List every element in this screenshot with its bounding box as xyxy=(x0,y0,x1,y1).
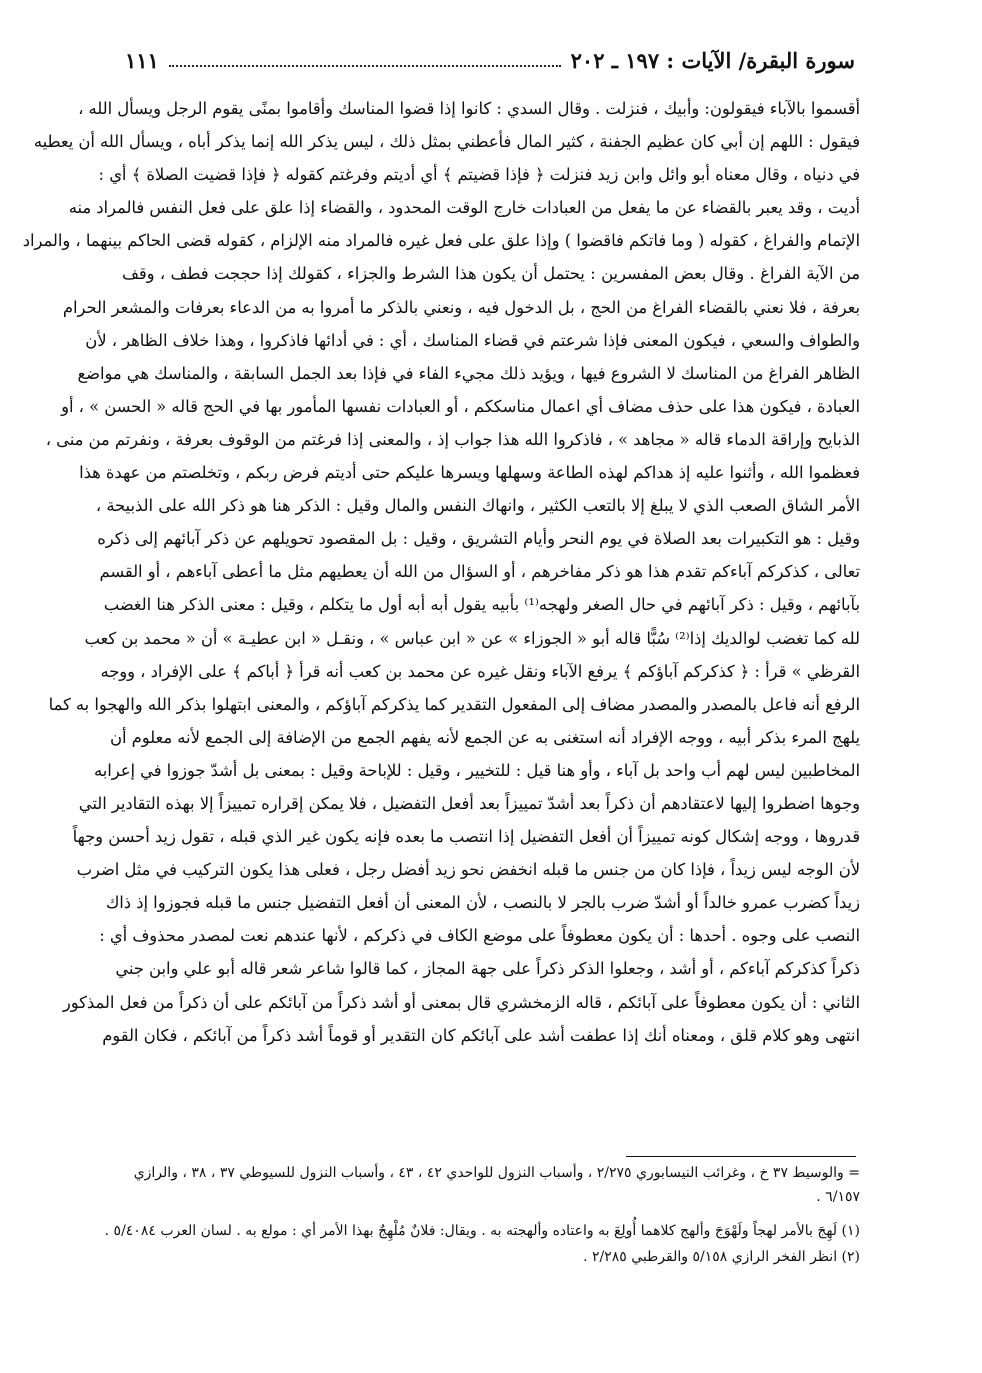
main-text xyxy=(22,92,860,1052)
text-line: الظاهر الفراغ من المناسك لا الشروع فيها ، ويؤيد ذلك مجيء الفاء في فإذا بعد الجمل السابقة ، والمناسك هي مواضع xyxy=(77,363,860,383)
dotted-leader xyxy=(169,53,561,67)
text-line: لله كما تغضب لوالديك إذا⁽²⁾ سُبًّا قاله أبو « الجوزاء » عن « ابن عباس » ، ونقـل « ابن عطيـة » أن « محمد بن كعب xyxy=(84,628,860,648)
text-line: تعالى ، كذكركم آباءكم تقدم هذا هو ذكر مفاخرهم ، أو السؤال من الله أن يعطيهم مثل ما أعطى آباءهم ، أو القسم xyxy=(99,562,860,582)
text-line: الذبايح وإراقة الدماء قاله « مجاهد » ، فاذكروا الله هذا جواب إذ ، والمعنى إذا فرغتم من الوقوف بعرفة ، ونفرتم من منى ، xyxy=(45,429,860,449)
surah-title: سورة البقرة/ الآيات : ١٩٧ ـ ٢٠٢ xyxy=(570,47,855,73)
text-line: وقيل : هو التكبيرات بعد الصلاة في يوم النحر وأيام التشريق ، وقيل : بل المقصود تحويلهم عن ذكر آبائهم إلى ذكره xyxy=(97,529,860,549)
footnote-separator xyxy=(626,1156,856,1157)
text-line: أديت ، وقد يعبر بالقضاء عن ما يفعل من العبادات خارج الوقت المحدود ، والقضاء إذا علق على فعل النفس فالمراد منه xyxy=(68,198,860,218)
text-line: الإتمام والفراغ ، كقوله ( وما فاتكم فاقضوا ) وإذا علق على فعل غيره فالمراد منه الإلزام ، كقوله قضى الحاكم بينهما ، والمراد xyxy=(22,231,860,251)
footnote-2: (٢) انظر الفخر الرازي ٥/١٥٨ والقرطبي ٢/٢٨٥ . xyxy=(583,1249,860,1265)
footnotes xyxy=(104,1160,860,1270)
page-number: ١١١ xyxy=(125,47,159,73)
text-line: من الآية الفراغ . وقال بعض المفسرين : يحتمل أن يكون هذا الشرط والجزاء ، كقولك إذا حججت فطف ، وقف xyxy=(122,264,860,284)
footnote-continuation: = والوسيط ٣٧ خ ، وغرائب النيسابوري ٢/٢٧٥ ، وأسباب النزول للواحدي ٤٢ ، ٤٣ ، وأسباب النزول للسيوطي ٣٧ ، ٣٨ ، والرازي xyxy=(133,1165,860,1181)
footnote-1: (١) لَهِجَ بالأمر لهجاً ولَهْوَجَ وألهج كلاهما أُولِعَ به واعتاده وألهجته به . ويقال: فلانٌ مُلْهِجٌ بهذا الأمر أي : مولع به . لسان العرب ٥/٤٠٨٤ . xyxy=(104,1223,860,1239)
text-line: وجوها اضطروا إليها لاعتقادهم أن ذكراً بعد أشدّ تمييزاً بعد أفعل التفضيل ، فلا يمكن إقراره تمييزاً إلا بهذه التقادير التي xyxy=(78,793,860,813)
text-line: والطواف والسعي ، فيكون المعنى فإذا شرعتم في قضاء المناسك ، أي : في أدائها فاذكروا ، وهذا خلاف الظاهر ، لأن xyxy=(85,330,860,350)
text-line: بآبائهم ، وقيل : ذكر آبائهم في حال الصغر ولهجه⁽¹⁾ بأبيه يقول أبه أبه أول ما يتكلم ، وقيل : معنى الذكر هنا الغضب xyxy=(103,595,860,615)
text-line: الأمر الشاق الصعب الذي لا يبلغ إلا بالتعب الكثير ، وانهاك النفس والمال وقيل : الذكر هنا هو ذكر الله على الذبيحة ، xyxy=(95,496,860,516)
text-line: المخاطبين ليس لهم أب واحد بل آباء ، وأو هنا قيل : للتخيير ، وقيل : للإباحة وقيل : بمعنى بل أشدّ جوزوا في إعرابه xyxy=(93,760,860,780)
text-line: النصب على وجوه . أحدها : أن يكون معطوفاً على موضع الكاف في ذكركم ، لأنها عندهم نعت لمصدر محذوف أي : xyxy=(99,926,860,946)
text-line: لأن الوجه ليس زيداً ، فإذا كان من جنس ما قبله انخفض نحو زيد أفضل رجل ، فعلى هذا يكون التركيب في مثل اضرب xyxy=(76,860,860,880)
text-line: قدروها ، ووجه إشكال كونه تمييزاً أن أفعل التفضيل إذا انتصب ما بعده فإنه يكون غير الذي قبله ، تقول زيد أحسن وجهاً xyxy=(72,827,860,847)
running-header xyxy=(125,44,855,76)
footnote-continuation-end: ٦/١٥٧ . xyxy=(816,1189,860,1205)
text-line: ذكراً كذكركم آباءكم ، أو أشد ، وجعلوا الذكر ذكراً على جهة المجاز ، كما قالوا شاعر شعر قاله أبو علي وابن جني xyxy=(115,959,860,979)
text-line: الرفع أنه فاعل بالمصدر والمصدر مضاف إلى المفعول التقدير كما يذكركم آباؤكم ، والمعنى ابتهلوا بذكر الله والهجوا به كما xyxy=(48,694,860,714)
text-line: فعظموا الله ، وأثنوا عليه إذ هداكم لهذه الطاعة وسهلها ويسرها عليكم حتى أديتم فرض ربكم ، وتخلصتم من عهدة هذا xyxy=(79,463,860,483)
text-line: أقسموا بالآباء فيقولون: وأبيك ، فنزلت . وقال السدي : كانوا إذا قضوا المناسك وأقاموا بمنًى يقوم الرجل ويسأل الله ، xyxy=(78,99,860,118)
text-line: القرظي » قرأ : ﴿ كذكركم آباؤكم ﴾ يرفع الآباء ونقل غيره عن محمد بن كعب أنه قرأ ﴿ أباكم ﴾ على الإفراد ، ووجه xyxy=(100,661,860,681)
text-line: الثاني : أن يكون معطوفاً على آبائكم ، قاله الزمخشري قال بمعنى أو أشد ذكراً من آبائكم على أن ذكراً من فعل المذكور xyxy=(62,992,860,1012)
text-line: بعرفة ، فلا نعني بالقضاء الفراغ من الحج ، بل الدخول فيه ، ونعني بالذكر ما أمروا به من الدعاء بعرفات والمشعر الحرام xyxy=(62,297,860,317)
text-line: انتهى وهو كلام قلق ، ومعناه أنك إذا عطفت أشد على آبائكم كان التقدير أو قوماً أشد ذكراً من آبائكم ، فكان القوم xyxy=(102,1025,860,1045)
text-line: زيداً كضرب عمرو خالداً أو أشدّ ضرب بالجر لا بالنصب ، لأن المعنى أن أفعل التفضيل جنس ما قبله فجوزوا إذ ذاك xyxy=(105,893,860,913)
text-line: في دنياه ، وقال معناه أبو وائل وابن زيد فنزلت ﴿ فإذا قضيتم ﴾ أي أديتم وفرغتم كقوله ﴿ فإذا قضيت الصلاة ﴾ أي : xyxy=(98,165,860,185)
text-line: فيقول : اللهم إن أبي كان عظيم الجفنة ، كثير المال فأعطني بمثل ذلك ، ليس يذكر الله إنما يذكر أباه ، ويسأل الله أن يعطيه xyxy=(33,132,860,152)
text-line: العبادة ، فيكون هذا على حذف مضاف أي اعمال مناسككم ، أو العبادات نفسها المأمور بها في الحج قاله « الحسن » ، أو xyxy=(61,396,860,416)
text-line: يلهج المرء بذكر أبيه ، ووجه الإفراد أنه استغنى به عن الجمع لأنه يفهم الجمع من الإضافة إلى الجمع لأنه معلوم أن xyxy=(110,727,860,747)
